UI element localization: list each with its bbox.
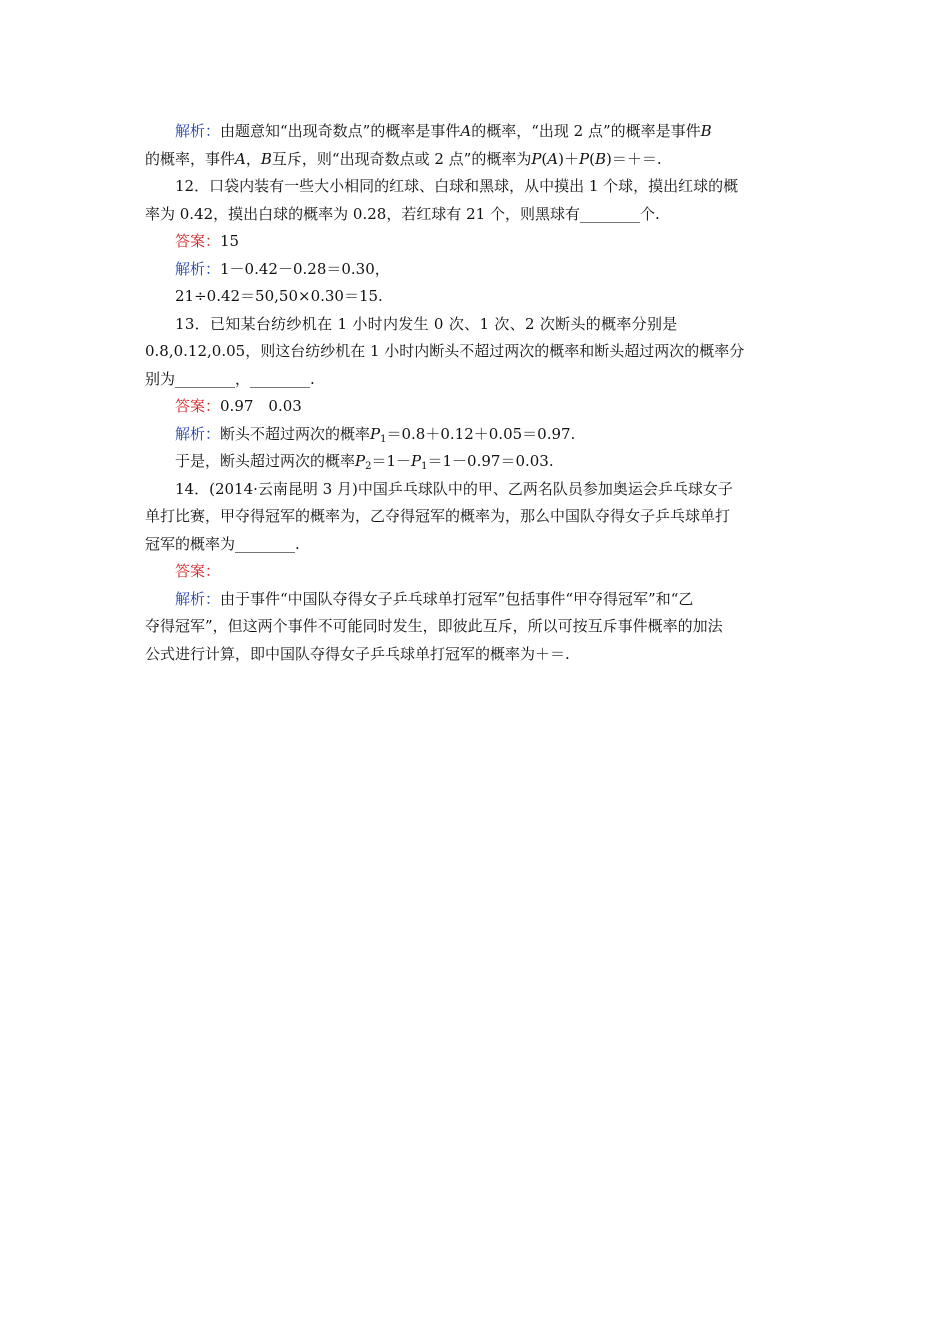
answer-label: 答案： xyxy=(175,397,221,415)
text: 1－0.42－0.28＝0.30， xyxy=(220,259,390,278)
answer-label: 答案： xyxy=(175,562,221,580)
document-page xyxy=(145,118,805,668)
text: 由于事件“中国队夺得女子乒乓球单打冠军”包括事件“甲夺得冠军”和“乙 xyxy=(220,589,694,608)
text: ( xyxy=(541,149,548,168)
text: 率为 0.42，摸出白球的概率为 0.28，若红球有 21 个，则黑球有________个. xyxy=(145,204,660,223)
answer-label: 答案： xyxy=(175,232,221,250)
var: B xyxy=(700,122,712,140)
analysis-line-11-cont xyxy=(145,146,805,174)
question-12 xyxy=(145,173,805,201)
question-14-cont xyxy=(145,503,805,531)
var: P xyxy=(578,149,590,168)
text: 别为________，________. xyxy=(145,369,315,388)
analysis-13 xyxy=(145,421,805,449)
var: P xyxy=(411,452,422,470)
text: 互斥，则“出现奇数点或 2 点”的概率为 xyxy=(271,149,532,168)
answer-12 xyxy=(145,228,805,256)
text: 14．(2014·云南昆明 3 月)中国乒乓球队中的甲、乙两名队员参加奥运会乒乓球女子 xyxy=(175,479,733,498)
text: 单打比赛，甲夺得冠军的概率为，乙夺得冠军的概率为，那么中国队夺得女子乒乓球单打 xyxy=(145,507,731,525)
var: A xyxy=(460,122,472,140)
text: ( xyxy=(589,149,595,168)
question-13 xyxy=(145,311,805,339)
text: ， xyxy=(245,149,261,168)
analysis-label: 解析： xyxy=(175,424,221,443)
var: P xyxy=(531,149,542,168)
text: 的概率，事件 xyxy=(145,149,236,168)
analysis-line-11 xyxy=(145,118,805,146)
analysis-label: 解析： xyxy=(175,259,221,278)
question-13-cont xyxy=(145,338,805,366)
var: P xyxy=(355,452,366,470)
text: ＝0.8＋0.12＋0.05＝0.97. xyxy=(386,424,576,443)
analysis-13-cont xyxy=(145,448,805,476)
question-12-cont xyxy=(145,201,805,229)
text: 由题意知“出现奇数点”的概率是事件 xyxy=(220,122,461,140)
analysis-label: 解析： xyxy=(175,589,221,608)
question-13-cont2 xyxy=(145,366,805,394)
analysis-14-cont2 xyxy=(145,641,805,669)
text: 断头不超过两次的概率 xyxy=(220,424,371,443)
text: 12．口袋内装有一些大小相同的红球、白球和黑球，从中摸出 1 个球，摸出红球的概 xyxy=(175,177,739,195)
text: 冠军的概率为________. xyxy=(145,534,300,553)
text: 的概率，“出现 2 点”的概率是事件 xyxy=(471,122,701,140)
text: 夺得冠军”，但这两个事件不可能同时发生，即彼此互斥，所以可按互斥事件概率的加法 xyxy=(145,617,723,635)
text: )＝＋＝. xyxy=(605,149,662,168)
var: P xyxy=(370,424,381,443)
var: B xyxy=(594,149,606,168)
var: A xyxy=(547,149,559,168)
subscript: 1 xyxy=(380,433,387,445)
analysis-14-cont xyxy=(145,613,805,641)
subscript: 2 xyxy=(365,461,372,472)
analysis-14 xyxy=(145,586,805,614)
analysis-12-cont xyxy=(145,283,805,311)
analysis-label: 解析： xyxy=(175,122,221,140)
var: A xyxy=(235,149,246,168)
answer-13 xyxy=(145,393,805,421)
text: )＋ xyxy=(558,149,579,168)
var: B xyxy=(260,149,272,168)
text: 13．已知某台纺纱机在 1 小时内发生 0 次、1 次、2 次断头的概率分别是 xyxy=(175,314,678,333)
analysis-12 xyxy=(145,256,805,284)
question-14-cont2 xyxy=(145,531,805,559)
text: ＝1－0.97＝0.03. xyxy=(427,452,554,470)
subscript: 1 xyxy=(421,461,428,472)
answer-value: 15 xyxy=(220,232,240,250)
answer-14 xyxy=(145,558,805,586)
answer-value: 0.97 0.03 xyxy=(220,397,302,415)
text: 0.8,0.12,0.05，则这台纺纱机在 1 小时内断头不超过两次的概率和断头超过两次的概率分 xyxy=(145,342,745,360)
text: ＝1－ xyxy=(371,452,412,470)
text: 21÷0.42＝50,50×0.30＝15. xyxy=(175,287,383,305)
text: 于是，断头超过两次的概率 xyxy=(175,452,356,470)
question-14 xyxy=(145,476,805,504)
text: 公式进行计算，即中国队夺得女子乒乓球单打冠军的概率为＋＝. xyxy=(145,644,570,663)
